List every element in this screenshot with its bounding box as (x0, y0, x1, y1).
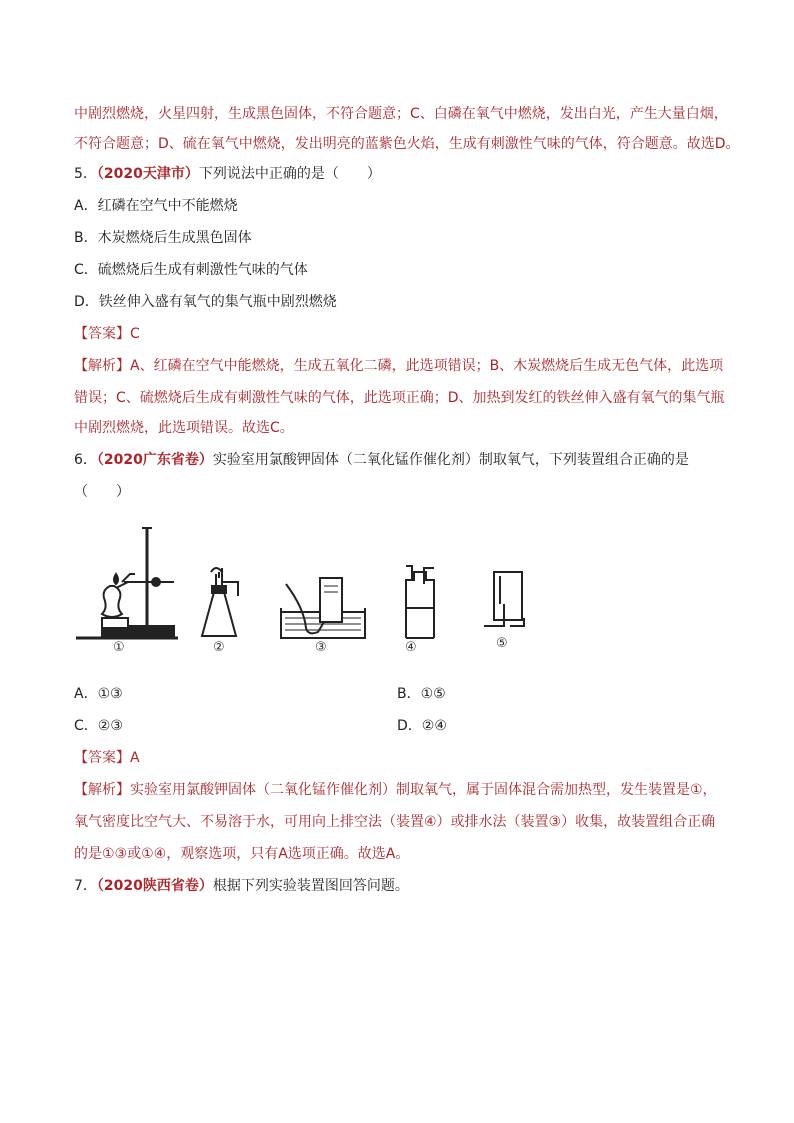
carryover-line-2: 不符合题意；D、硫在氧气中燃烧，发出明亮的蓝紫色火焰，生成有刺激性气味的气体，符合题意。故选D。 (74, 136, 740, 152)
apparatus-water-trough (281, 578, 365, 638)
carryover-line-1: 中剧烈燃烧，火星四射，生成黑色固体，不符合题意；C、白磷在氧气中燃烧，发出白光，产生大量白烟， (74, 106, 728, 122)
q5-option-b: B．木炭燃烧后生成黑色固体 (74, 230, 252, 246)
answer-tag: 【答案】 (74, 750, 130, 766)
q5-answer (74, 324, 140, 344)
answer-value: A (130, 750, 140, 766)
analysis-text: A、红磷在空气中能燃烧，生成五氧化二磷，此选项错误；B、木炭燃烧后生成无色气体，此选项 (130, 358, 724, 374)
q6-option-c: C．②③ (74, 718, 123, 734)
question-text: 根据下列实验装置图回答问题。 (212, 878, 409, 894)
question-text: 实验室用氯酸钾固体（二氧化锰作催化剂）制取氧气，下列装置组合正确的是 (212, 452, 689, 468)
question-number: 5． (74, 166, 97, 182)
q5-analysis-line-3: 中剧烈燃烧，此选项错误。故选C。 (74, 420, 294, 436)
q6-answer (74, 748, 140, 768)
q5-analysis-line-2: 错误；C、硫燃烧后生成有刺激性气味的气体，此选项正确；D、加热到发红的铁丝伸入盛有氧气的集气瓶 (74, 390, 725, 406)
question-5-stem (74, 164, 381, 184)
q5-option-d: D．铁丝伸入盛有氧气的集气瓶中剧烈燃烧 (74, 294, 337, 310)
question-source: （2020陕西省卷） (96, 878, 213, 894)
answer-tag: 【答案】 (74, 326, 130, 342)
question-number: 6． (74, 452, 97, 468)
analysis-tag: 【解析】 (74, 358, 130, 374)
question-number: 7． (74, 878, 97, 894)
q6-analysis-line-1 (74, 780, 717, 800)
question-text: 下列说法中正确的是（ ） (198, 166, 381, 182)
q6-option-a: A．①③ (74, 686, 123, 702)
question-6-stem (74, 450, 689, 470)
figure-label-5: ⑤ (496, 636, 508, 651)
apparatus-heating-setup (76, 528, 178, 638)
analysis-text: 实验室用氯酸钾固体（二氧化锰作催化剂）制取氧气，属于固体混合需加热型，发生装置是①， (130, 782, 717, 798)
figure-label-4: ④ (405, 640, 417, 655)
q6-option-b: B．①⑤ (397, 686, 446, 702)
q6-analysis-line-3: 的是①③或①④，观察选项，只有A选项正确。故选A。 (74, 846, 410, 862)
figure-label-1: ① (113, 640, 125, 655)
figure-label-2: ② (213, 640, 225, 655)
q5-analysis-line-1 (74, 356, 723, 376)
question-source: （2020天津市） (96, 166, 199, 182)
q6-option-d: D．②④ (397, 718, 447, 734)
q6-analysis-line-2: 氧气密度比空气大、不易溶于水，可用向上排空法（装置④）或排水法（装置③）收集，故装置组合正确 (74, 814, 716, 830)
apparatus-figure (74, 520, 554, 645)
question-source: （2020广东省卷） (96, 452, 213, 468)
apparatus-conical-flask (202, 568, 238, 636)
figure-label-3: ③ (315, 640, 327, 655)
apparatus-inverted-bottle (484, 572, 524, 626)
apparatus-gas-bottle (406, 566, 434, 638)
question-6-stem-cont: （ ） (74, 484, 130, 500)
analysis-tag: 【解析】 (74, 782, 130, 798)
question-7-stem (74, 876, 409, 896)
q5-option-c: C．硫燃烧后生成有刺激性气味的气体 (74, 262, 308, 278)
answer-value: C (130, 326, 140, 342)
q5-option-a: A．红磷在空气中不能燃烧 (74, 198, 238, 214)
